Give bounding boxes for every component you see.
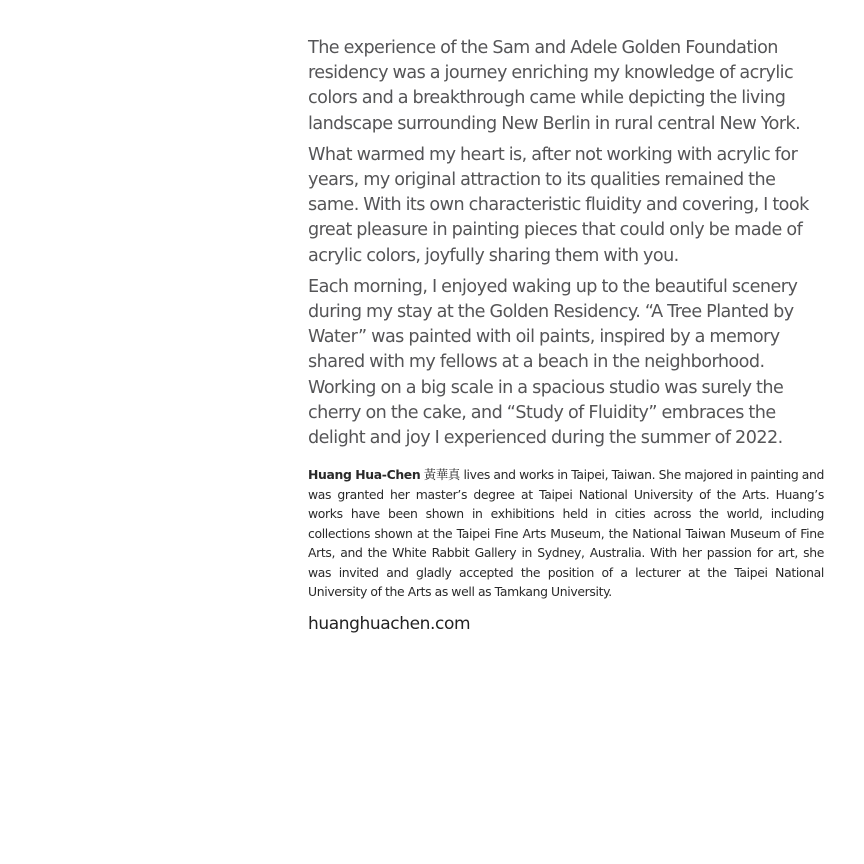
artist-statement: [308, 36, 824, 451]
artist-name: Huang Hua-Chen: [308, 467, 421, 483]
statement-paragraph-1: The experience of the Sam and Adele Golden Foundation residency was a journey enriching my knowledge of acrylic colors and a breakthrough came while depicting the living landscape surrounding New Berlin in rural central New York.: [308, 38, 801, 134]
text-column: [308, 36, 824, 636]
statement-paragraph-2: What warmed my heart is, after not working with acrylic for years, my original attraction to its qualities remained the same. With its own characteristic fluidity and covering, I took great pleasure in painting pieces that could only be made of acrylic colors, joyfully sharing them with you.: [308, 144, 809, 266]
artist-bio: [308, 465, 824, 602]
artist-name-chinese: 黃華真: [423, 467, 460, 483]
website-link[interactable]: huanghuachen.com: [308, 613, 471, 634]
statement-paragraph-3: Each morning, I enjoyed waking up to the beautiful scenery during my stay at the Golden Residency. “A Tree Planted by Water” was painted with oil paints, inspired by a memory shared with my fellows at a beach in the neighborhood. Working on a big scale in a spacious studio was surely the cherry on the cake, and “Study of Fluidity” embraces the delight and joy I experienced during the summer of 2022.: [308, 276, 798, 449]
bio-text: lives and works in Taipei, Taiwan. She majored in painting and was granted her master’s degree at Taipei National University of the Arts. Huang’s works have been shown in exhibitions held in cities across the world, including collections shown at the Taipei Fine Arts Museum, the National Taiwan Museum of Fine Arts, and the White Rabbit Gallery in Sydney, Australia. With her passion for art, she was invited and gladly accepted the position of a lecturer at the Taipei National University of the Arts as well as Tamkang University.: [308, 467, 825, 600]
